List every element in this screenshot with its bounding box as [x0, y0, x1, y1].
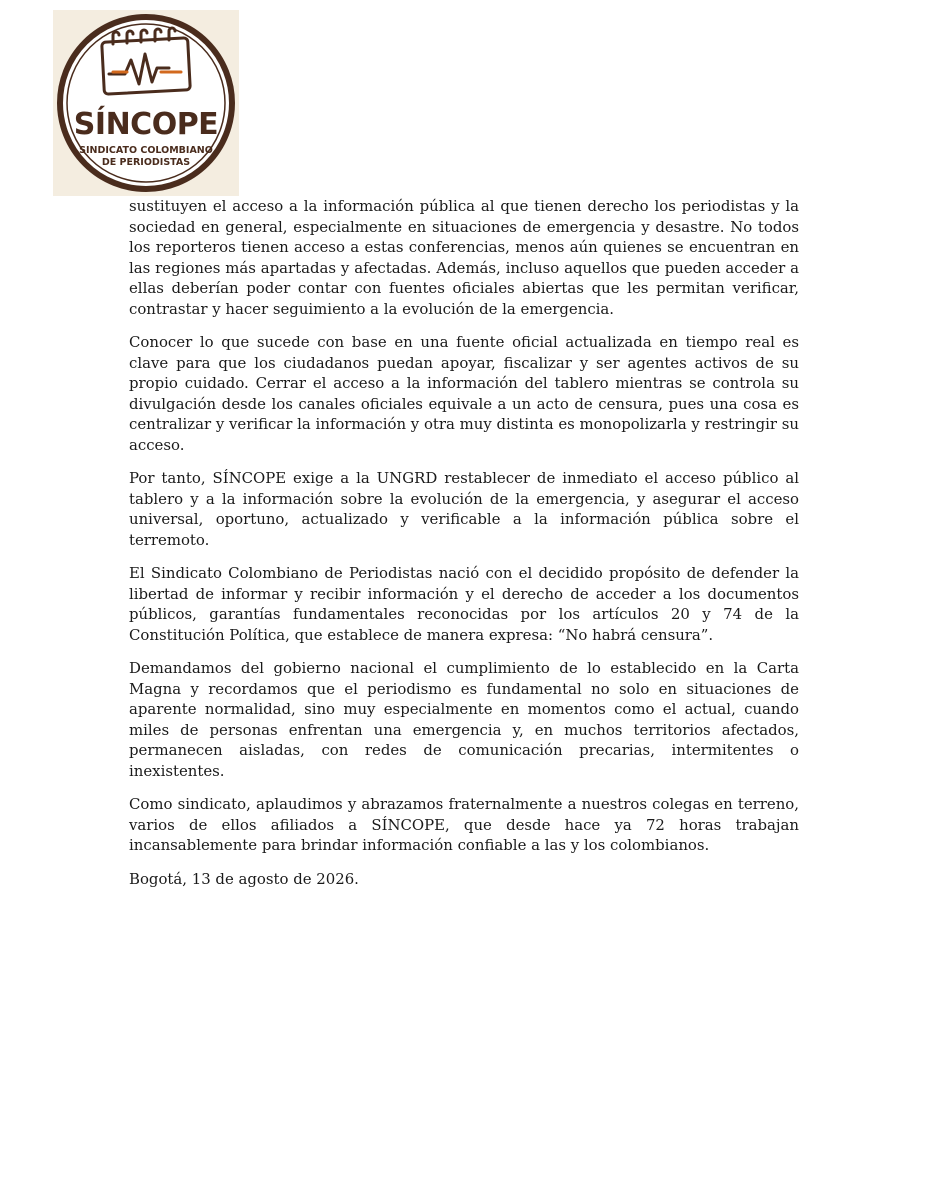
logo-graphic	[53, 10, 239, 196]
date-line: Bogotá, 13 de agosto de 2026.	[129, 869, 359, 888]
logo-subtitle-line1: SINDICATO COLOMBIANO	[79, 145, 213, 156]
paragraph: El Sindicato Colombiano de Periodistas nació con el decidido propósito de defender la libertad de informar y recibir información y el derecho de acceder a los documentos públicos, garantías fundamentales reconocidas por los artículos 20 y 74 de la Constitución Política, que establece de manera expresa: “No habrá censura”.	[129, 564, 799, 644]
paragraph: sustituyen el acceso a la información pública al que tienen derecho los periodistas y la sociedad en general, especialmente en situaciones de emergencia y desastre. No todos los reporteros tienen acceso a estas conferencias, menos aún quienes se encuentran en las regiones más apartadas y afectadas. Además, incluso aquellos que pueden acceder a ellas deberían poder contar con fuentes oficiales abiertas que les permitan verificar, contrastar y hacer seguimiento a la evolución de la emergencia.	[129, 197, 799, 318]
sincope-logo	[53, 10, 239, 196]
paragraph: Conocer lo que sucede con base en una fuente oficial actualizada en tiempo real es clave para que los ciudadanos puedan apoyar, fiscalizar y ser agentes activos de su propio cuidado. Cerrar el acceso a la información del tablero mientras se controla su divulgación desde los canales oficiales equivale a un acto de censura, pues una cosa es centralizar y verificar la información y otra muy distinta es monopolizarla y restringir su acceso.	[129, 333, 799, 454]
document-body	[129, 196, 799, 902]
logo-name: SÍNCOPE	[73, 107, 219, 142]
paragraph: Demandamos del gobierno nacional el cumplimiento de lo establecido en la Carta Magna y recordamos que el periodismo es fundamental no solo en situaciones de aparente normalidad, sino muy especialmente en momentos como el actual, cuando miles de personas enfrentan una emergencia y, en muchos territorios afectados, permanecen aisladas, con redes de comunicación precarias, intermitentes o inexistentes.	[129, 659, 799, 780]
paragraph: Como sindicato, aplaudimos y abrazamos fraternalmente a nuestros colegas en terreno, varios de ellos afiliados a SÍNCOPE, que desde hace ya 72 horas trabajan incansablemente para brindar información confiable a las y los colombianos.	[129, 795, 799, 854]
paragraph: Por tanto, SÍNCOPE exige a la UNGRD restablecer de inmediato el acceso público al tablero y a la información sobre la evolución de la emergencia, y asegurar el acceso universal, oportuno, actualizado y verificable a la información pública sobre el terremoto.	[129, 469, 799, 549]
logo-subtitle-line2: DE PERIODISTAS	[101, 157, 191, 168]
